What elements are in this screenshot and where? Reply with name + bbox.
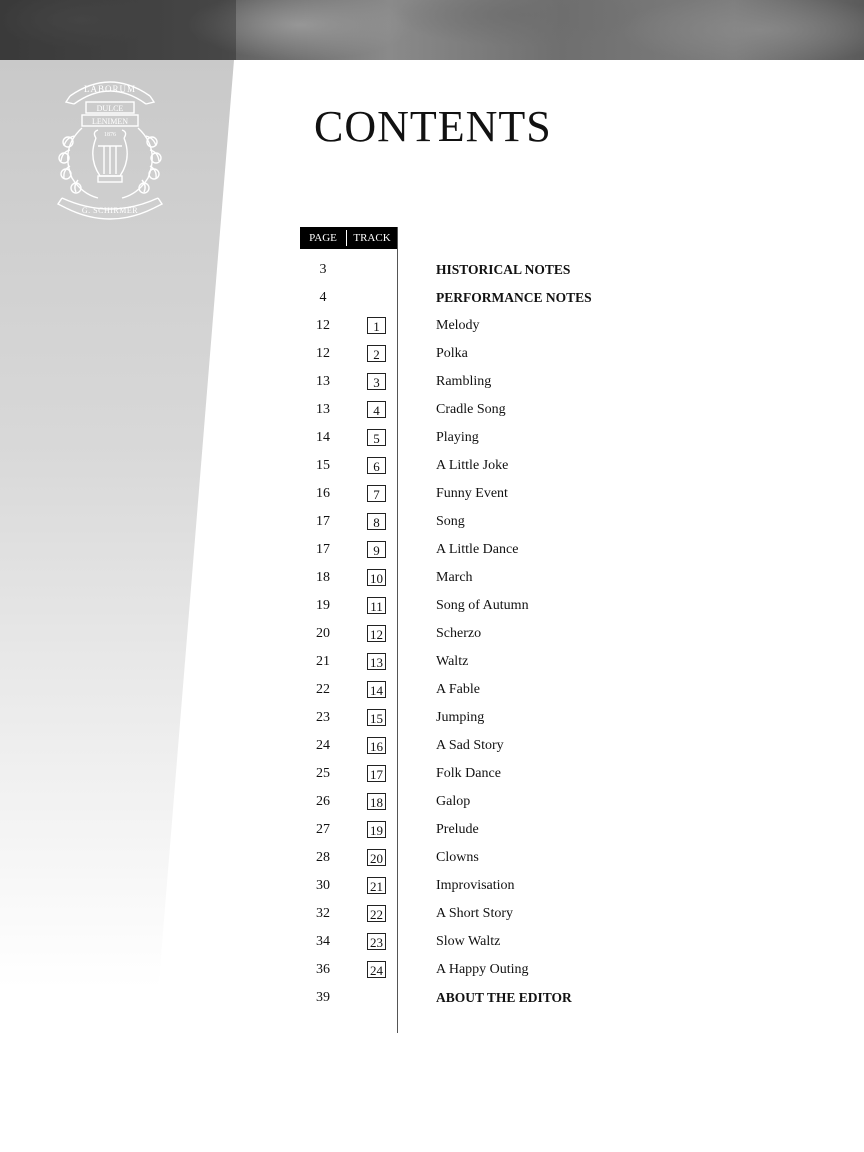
- toc-track-number: 8: [367, 513, 386, 530]
- toc-title: Playing: [436, 430, 479, 445]
- toc-track-number: 23: [367, 933, 386, 950]
- toc-page-number: 20: [316, 626, 330, 641]
- toc-track-number: 2: [367, 345, 386, 362]
- toc-title: A Fable: [436, 682, 480, 697]
- toc-entry: [300, 788, 700, 816]
- toc-page-number: 15: [316, 458, 330, 473]
- toc-entry: [300, 816, 700, 844]
- toc-page-number: 17: [316, 514, 330, 529]
- toc-page-number: 16: [316, 486, 330, 501]
- toc-title: Clowns: [436, 850, 479, 865]
- toc-page-number: 27: [316, 822, 330, 837]
- toc-track-number: 21: [367, 877, 386, 894]
- toc-track-number: 19: [367, 821, 386, 838]
- toc-page-number: 21: [316, 654, 330, 669]
- toc-entry: [300, 592, 700, 620]
- toc-title: March: [436, 570, 473, 585]
- toc-title: A Little Joke: [436, 458, 509, 473]
- toc-track-number: 18: [367, 793, 386, 810]
- toc-title: Prelude: [436, 822, 479, 837]
- toc-entry: [300, 956, 700, 984]
- toc-page-number: 18: [316, 570, 330, 585]
- toc-track-number: 1: [367, 317, 386, 334]
- toc-track-number: 24: [367, 961, 386, 978]
- track-column-header: TRACK: [353, 232, 391, 244]
- svg-text:DULCE: DULCE: [96, 104, 124, 113]
- toc-page-number: 36: [316, 962, 330, 977]
- toc-page-number: 19: [316, 598, 330, 613]
- toc-page-number: 32: [316, 906, 330, 921]
- toc-entry: [300, 256, 700, 284]
- toc-track-number: 6: [367, 457, 386, 474]
- toc-entry: [300, 340, 700, 368]
- toc-title: Slow Waltz: [436, 934, 501, 949]
- toc-track-number: 7: [367, 485, 386, 502]
- toc-page-number: 39: [316, 990, 330, 1005]
- toc-entry: [300, 396, 700, 424]
- page-title: CONTENTS: [314, 102, 552, 151]
- toc-page-number: 23: [316, 710, 330, 725]
- toc-track-number: 22: [367, 905, 386, 922]
- toc-page-number: 13: [316, 402, 330, 417]
- toc-entry: [300, 620, 700, 648]
- toc-entry: [300, 424, 700, 452]
- toc-page-number: 17: [316, 542, 330, 557]
- toc-title: Song of Autumn: [436, 598, 529, 613]
- toc-title: Funny Event: [436, 486, 508, 501]
- toc-entry: [300, 928, 700, 956]
- toc-title: A Happy Outing: [436, 962, 529, 977]
- toc-entry: [300, 312, 700, 340]
- toc-title: Melody: [436, 318, 480, 333]
- toc-page-number: 24: [316, 738, 330, 753]
- svg-text:LENIMEN: LENIMEN: [92, 117, 128, 126]
- toc-title: Waltz: [436, 654, 469, 669]
- toc-title: Improvisation: [436, 878, 515, 893]
- toc-track-number: 20: [367, 849, 386, 866]
- page-column-header: PAGE: [309, 232, 337, 244]
- toc-track-number: 15: [367, 709, 386, 726]
- toc-title: Folk Dance: [436, 766, 501, 781]
- toc-entry: [300, 676, 700, 704]
- column-header: [300, 227, 397, 249]
- toc-track-number: 17: [367, 765, 386, 782]
- toc-title: HISTORICAL NOTES: [436, 262, 571, 277]
- toc-title: Polka: [436, 346, 468, 361]
- toc-entry: [300, 732, 700, 760]
- toc-page-number: 12: [316, 346, 330, 361]
- toc-entry: [300, 564, 700, 592]
- toc-track-number: 11: [367, 597, 386, 614]
- toc-page-number: 12: [316, 318, 330, 333]
- toc-title: Jumping: [436, 710, 485, 725]
- toc-page-number: 28: [316, 850, 330, 865]
- toc-entry: [300, 984, 700, 1012]
- svg-text:G. SCHIRMER: G. SCHIRMER: [81, 206, 139, 215]
- toc-track-number: 5: [367, 429, 386, 446]
- toc-page-number: 4: [319, 290, 327, 305]
- toc-entry: [300, 536, 700, 564]
- toc-entry: [300, 508, 700, 536]
- toc-track-number: 4: [367, 401, 386, 418]
- toc-entry: [300, 284, 700, 312]
- toc-page-number: 13: [316, 374, 330, 389]
- toc-track-number: 14: [367, 681, 386, 698]
- toc-title: Song: [436, 514, 465, 529]
- left-gradient-panel: [0, 60, 234, 1152]
- toc-track-number: 9: [367, 541, 386, 558]
- toc-title: Rambling: [436, 374, 492, 389]
- toc-page-number: 30: [316, 878, 330, 893]
- toc-entry: [300, 704, 700, 732]
- toc-entry: [300, 368, 700, 396]
- toc-page-number: 14: [316, 430, 330, 445]
- toc-entry: [300, 900, 700, 928]
- toc-entry: [300, 452, 700, 480]
- toc-title: Galop: [436, 794, 471, 809]
- toc-title: A Little Dance: [436, 542, 519, 557]
- svg-text:LABORUM: LABORUM: [83, 84, 137, 94]
- toc-track-number: 16: [367, 737, 386, 754]
- toc-entry: [300, 648, 700, 676]
- toc-page-number: 26: [316, 794, 330, 809]
- toc-track-number: 3: [367, 373, 386, 390]
- toc-entry: [300, 844, 700, 872]
- toc-title: Scherzo: [436, 626, 482, 641]
- toc-track-number: 12: [367, 625, 386, 642]
- toc-track-number: 10: [367, 569, 386, 586]
- svg-text:1876: 1876: [104, 132, 116, 138]
- toc-page-number: 22: [316, 682, 330, 697]
- toc-title: A Short Story: [436, 906, 514, 921]
- toc-entry: [300, 872, 700, 900]
- toc-title: ABOUT THE EDITOR: [436, 990, 572, 1005]
- top-band-shade: [0, 0, 236, 60]
- toc-page-number: 3: [319, 262, 327, 277]
- toc-title: Cradle Song: [436, 402, 506, 417]
- toc-page-number: 34: [316, 934, 330, 949]
- toc-entry: [300, 480, 700, 508]
- toc-page-number: 25: [316, 766, 330, 781]
- toc-track-number: 13: [367, 653, 386, 670]
- toc-title: PERFORMANCE NOTES: [436, 290, 592, 305]
- table-of-contents: [300, 256, 700, 1012]
- toc-entry: [300, 760, 700, 788]
- lyre-wreath-emblem-icon: [52, 70, 168, 222]
- toc-title: A Sad Story: [436, 738, 504, 753]
